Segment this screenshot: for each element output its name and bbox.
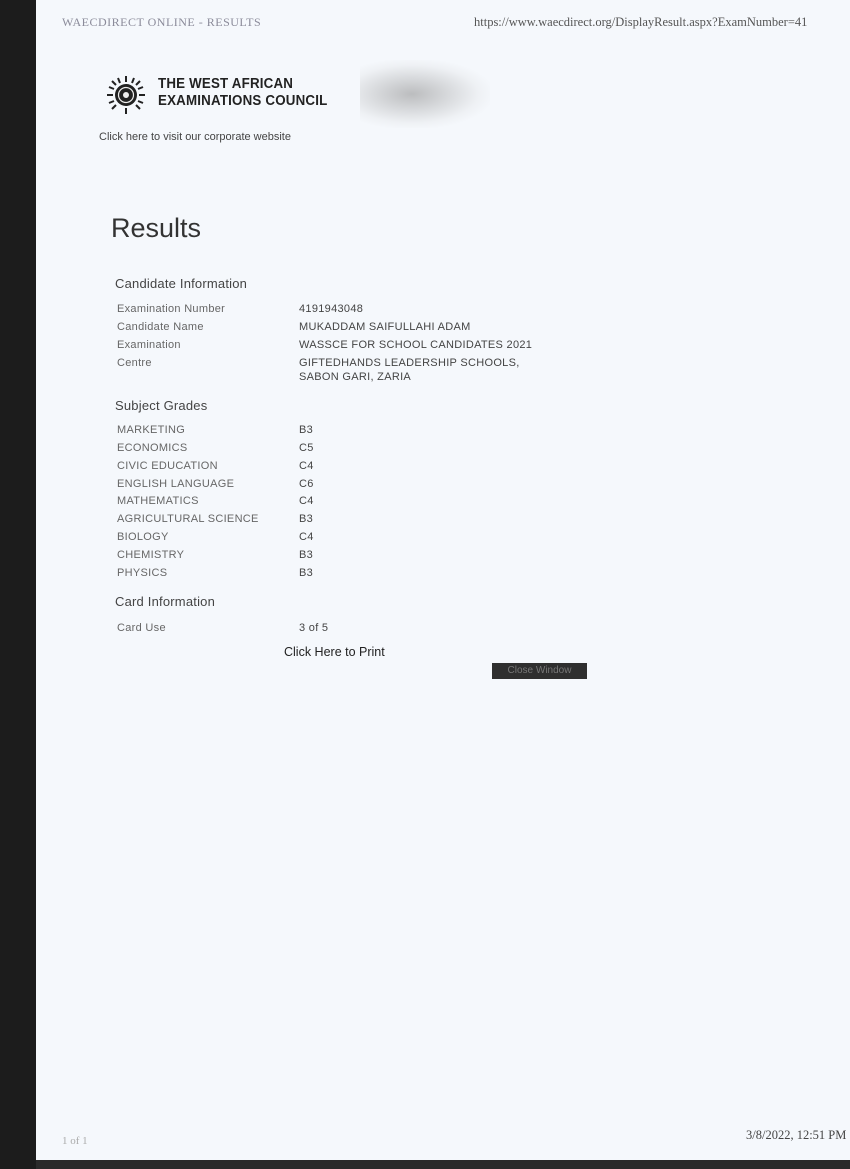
org-name-line2: EXAMINATIONS COUNCIL [158,93,328,109]
subject-name: ECONOMICS [117,442,188,454]
subject-name: ENGLISH LANGUAGE [117,478,235,490]
subject-grade: B3 [299,424,314,436]
subject-name: CIVIC EDUCATION [117,460,218,472]
org-name-line1: THE WEST AFRICAN [158,76,294,92]
subject-name: MARKETING [117,424,186,436]
subject-grade: B3 [299,567,314,579]
scan-left-edge [0,0,36,1169]
candidate-name-value: MUKADDAM SAIFULLAHI ADAM [299,321,471,333]
row-label: Examination Number [117,303,226,315]
scan-bottom-edge [36,1160,850,1169]
card-info-heading: Card Information [115,594,216,609]
subject-name: CHEMISTRY [117,549,185,561]
print-header-url: https://www.waecdirect.org/DisplayResult.aspx?ExamNumber=41 [474,15,808,29]
subject-name: AGRICULTURAL SCIENCE [117,513,259,525]
centre-value-line2: SABON GARI, ZARIA [299,371,412,383]
row-label: Examination [117,339,181,351]
subject-grade: C4 [299,460,314,472]
print-link[interactable]: Click Here to Print [284,645,385,659]
row-label: Candidate Name [117,321,204,333]
print-footer-timestamp: 3/8/2022, 12:51 PM [746,1128,847,1142]
subject-grade: C4 [299,495,314,507]
close-window-button[interactable]: Close Window [492,663,587,679]
exam-number-value: 4191943048 [299,303,364,315]
card-use-value: 3 of 5 [299,622,329,634]
subject-grade: C5 [299,442,314,454]
stamp-image [360,60,490,128]
subject-name: BIOLOGY [117,531,169,543]
corporate-website-link[interactable]: Click here to visit our corporate website [99,131,291,143]
candidate-info-heading: Candidate Information [115,276,248,291]
print-footer-page: 1 of 1 [62,1135,88,1147]
subject-name: MATHEMATICS [117,495,199,507]
subject-grade: B3 [299,513,314,525]
subject-grade: C4 [299,531,314,543]
examination-value: WASSCE FOR SCHOOL CANDIDATES 2021 [299,339,533,351]
subject-grade: C6 [299,478,314,490]
row-label: Centre [117,357,152,369]
page-title: Results [111,213,202,243]
row-label: Card Use [117,622,166,634]
subject-name: PHYSICS [117,567,168,579]
subject-grades-heading: Subject Grades [115,398,208,413]
organization-name [158,76,327,110]
print-header-title: WAECDIRECT ONLINE - RESULTS [62,15,262,29]
scanned-page [36,0,850,1160]
subject-grade: B3 [299,549,314,561]
waec-logo-icon [106,75,146,115]
centre-value: GIFTEDHANDS LEADERSHIP SCHOOLS, [299,357,520,369]
